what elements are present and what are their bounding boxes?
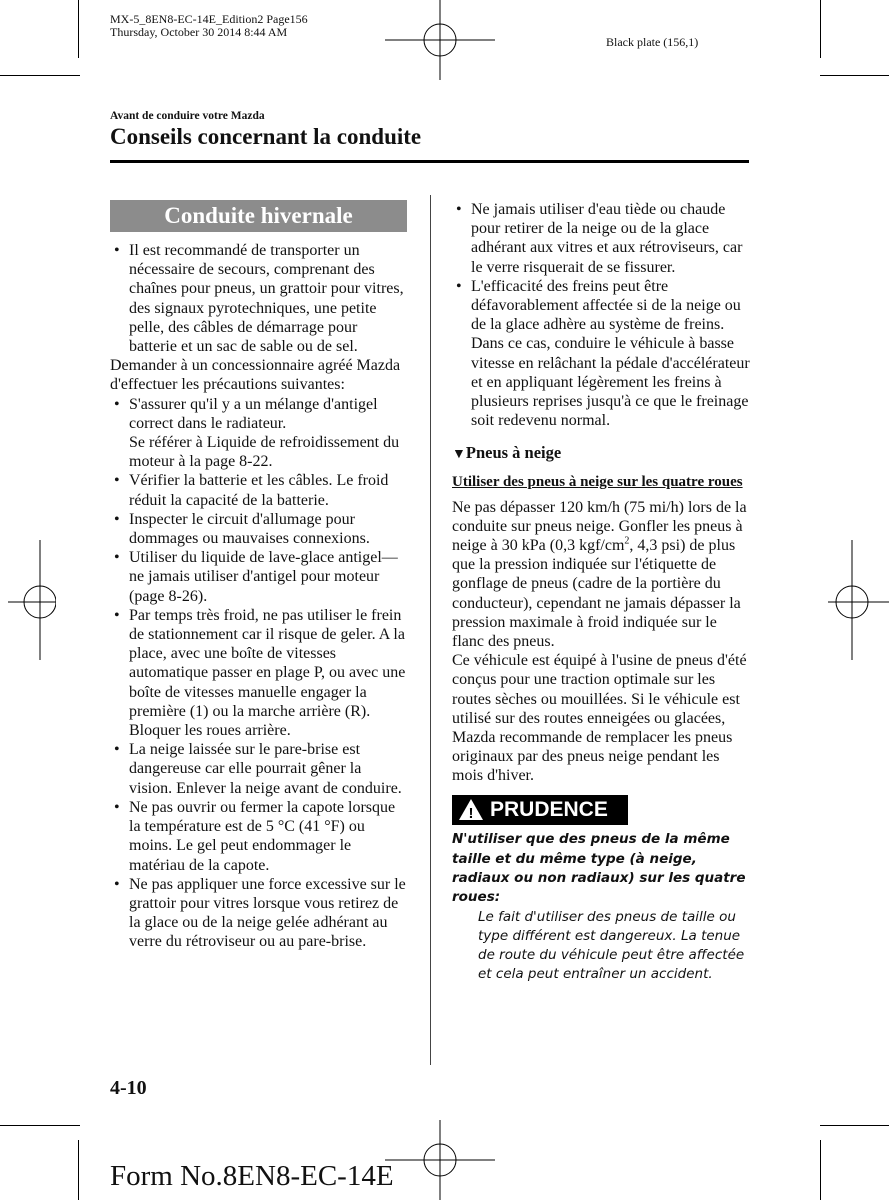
bullet-list xyxy=(452,200,752,430)
caution-statement: N'utiliser que des pneus de la même taille et du même type (à neige, radiaux ou non radiaux) sur les quatre roues: xyxy=(452,831,746,906)
list-item: • Ne pas appliquer une force excessive sur le grattoir pour vitres lorsque vous retirez de la glace ou de la neige gelée adhérant au verre du rétroviseur ou au pare-brise. xyxy=(110,875,408,952)
registration-target-icon xyxy=(385,0,495,80)
form-number: Form No.8EN8-EC-14E xyxy=(110,1160,394,1192)
bullet-list xyxy=(110,241,408,356)
subsection-heading xyxy=(452,443,752,464)
subsection-heading-text: Pneus à neige xyxy=(465,443,562,463)
column-divider xyxy=(430,195,431,1065)
left-column xyxy=(110,241,408,952)
warning-mark: ! xyxy=(468,805,474,822)
triangle-marker-icon: ▼ xyxy=(452,447,466,463)
crop-mark xyxy=(78,1140,79,1200)
list-item: • Utiliser du liquide de lave-glace antigel—ne jamais utiliser d'antigel pour moteur (page 8-26). xyxy=(110,548,408,606)
registration-target-icon xyxy=(385,1120,495,1200)
paragraph: Demander à un concessionnaire agréé Mazda d'effectuer les précautions suivantes: xyxy=(110,357,401,394)
section-banner: Conduite hivernale xyxy=(110,200,407,232)
print-job-line: MX-5_8EN8-EC-14E_Edition2 Page156 xyxy=(110,12,308,26)
crop-mark xyxy=(0,75,80,76)
crop-mark xyxy=(0,1125,80,1126)
list-item: • Inspecter le circuit d'allumage pour dommages ou mauvaises connexions. xyxy=(110,510,408,548)
list-item: • Ne pas ouvrir ou fermer la capote lorsque la température est de 5 °C (41 °F) ou moins. Le gel peut endommager le matériau de la capote. xyxy=(110,798,408,875)
paragraph-text: , 4,3 psi) de plus que la pression indiquée sur l'étiquette de gonflage de pneus (cadre de la portière du conducteur), cependant ne jamais dépasser la pression maximale à froid indiquée sur le flanc des pneus. xyxy=(452,537,741,651)
caution-badge xyxy=(452,795,628,825)
crop-mark xyxy=(820,0,821,58)
crop-mark xyxy=(78,0,79,58)
caution-label: PRUDENCE xyxy=(490,798,608,822)
list-item xyxy=(110,395,408,472)
bullet-list xyxy=(110,395,408,952)
cross-reference: Se référer à Liquide de refroidissement du moteur à la page 8-22. xyxy=(129,434,400,471)
paragraph-text: Ne pas dépasser 120 km/h (75 mi/h) lors de la conduite sur pneus neige. Gonfler les pneus à neige à 30 kPa (0,3 kgf/cm xyxy=(452,498,747,555)
list-item: • L'efficacité des freins peut être défavorablement affectée si de la neige ou de la glace adhère au système de freins. Dans ce cas, conduire le véhicule à basse vitesse en relâchant la pédale d'accélérateur et en appliquant légèrement les freins à plusieurs reprises jusqu'à ce que le freinage soit redevenu normal. xyxy=(452,277,752,431)
paragraph xyxy=(452,498,752,652)
crop-mark xyxy=(820,1125,889,1126)
list-item: • Il est recommandé de transporter un nécessaire de secours, comprenant des chaînes pour pneus, un grattoir pour vitres, des signaux pyrotechniques, une petite pelle, des câbles de démarrage pour batterie et un sac de sable ou de sel. xyxy=(110,241,408,356)
list-item: • Ne jamais utiliser d'eau tiède ou chaude pour retirer de la neige ou de la glace adhérant aux vitres et aux rétroviseurs, car le verre risquerait de se fissurer. xyxy=(452,200,752,277)
right-column xyxy=(452,200,752,985)
crop-mark xyxy=(820,1140,821,1200)
registration-target-icon xyxy=(8,540,56,660)
print-timestamp: Thursday, October 30 2014 8:44 AM xyxy=(110,25,288,39)
plate-label: Black plate (156,1) xyxy=(606,35,699,49)
section-label: Avant de conduire votre Mazda xyxy=(110,110,265,122)
crop-mark xyxy=(820,75,889,76)
title-rule xyxy=(110,160,749,163)
list-item: • La neige laissée sur le pare-brise est dangereuse car elle pourrait gêner la vision. Enlever la neige avant de conduire. xyxy=(110,740,408,798)
registration-target-icon xyxy=(828,540,889,660)
warning-triangle-icon xyxy=(458,798,484,821)
paragraph: Ce véhicule est équipé à l'usine de pneus d'été conçus pour une traction optimale sur les routes sèches ou mouillées. Si le véhicule est utilisé sur des routes enneigées ou glacées, Mazda recommande de remplacer les pneus originaux par des pneus neige pendant les mois d'hiver. xyxy=(452,652,747,785)
list-item-text: S'assurer qu'il y a un mélange d'antigel correct dans le radiateur. xyxy=(129,395,378,432)
page-title: Conseils concernant la conduite xyxy=(110,124,422,149)
caution-explanation: Le fait d'utiliser des pneus de taille ou type différent est dangereux. La tenue de route du véhicule peut être affectée et cela peut entraîner un accident. xyxy=(478,908,745,983)
topic-heading: Utiliser des pneus à neige sur les quatre roues xyxy=(452,473,743,490)
list-item: • Vérifier la batterie et les câbles. Le froid réduit la capacité de la batterie. xyxy=(110,471,408,509)
list-item: • Par temps très froid, ne pas utiliser le frein de stationnement car il risque de geler. A la place, avec une boîte de vitesses automatique passer en plage P, ou avec une boîte de vitesses manuelle engager la première (1) ou la marche arrière (R). Bloquer les roues arrière. xyxy=(110,606,408,740)
superscript: 2 xyxy=(624,535,630,547)
page-number: 4-10 xyxy=(110,1077,147,1099)
